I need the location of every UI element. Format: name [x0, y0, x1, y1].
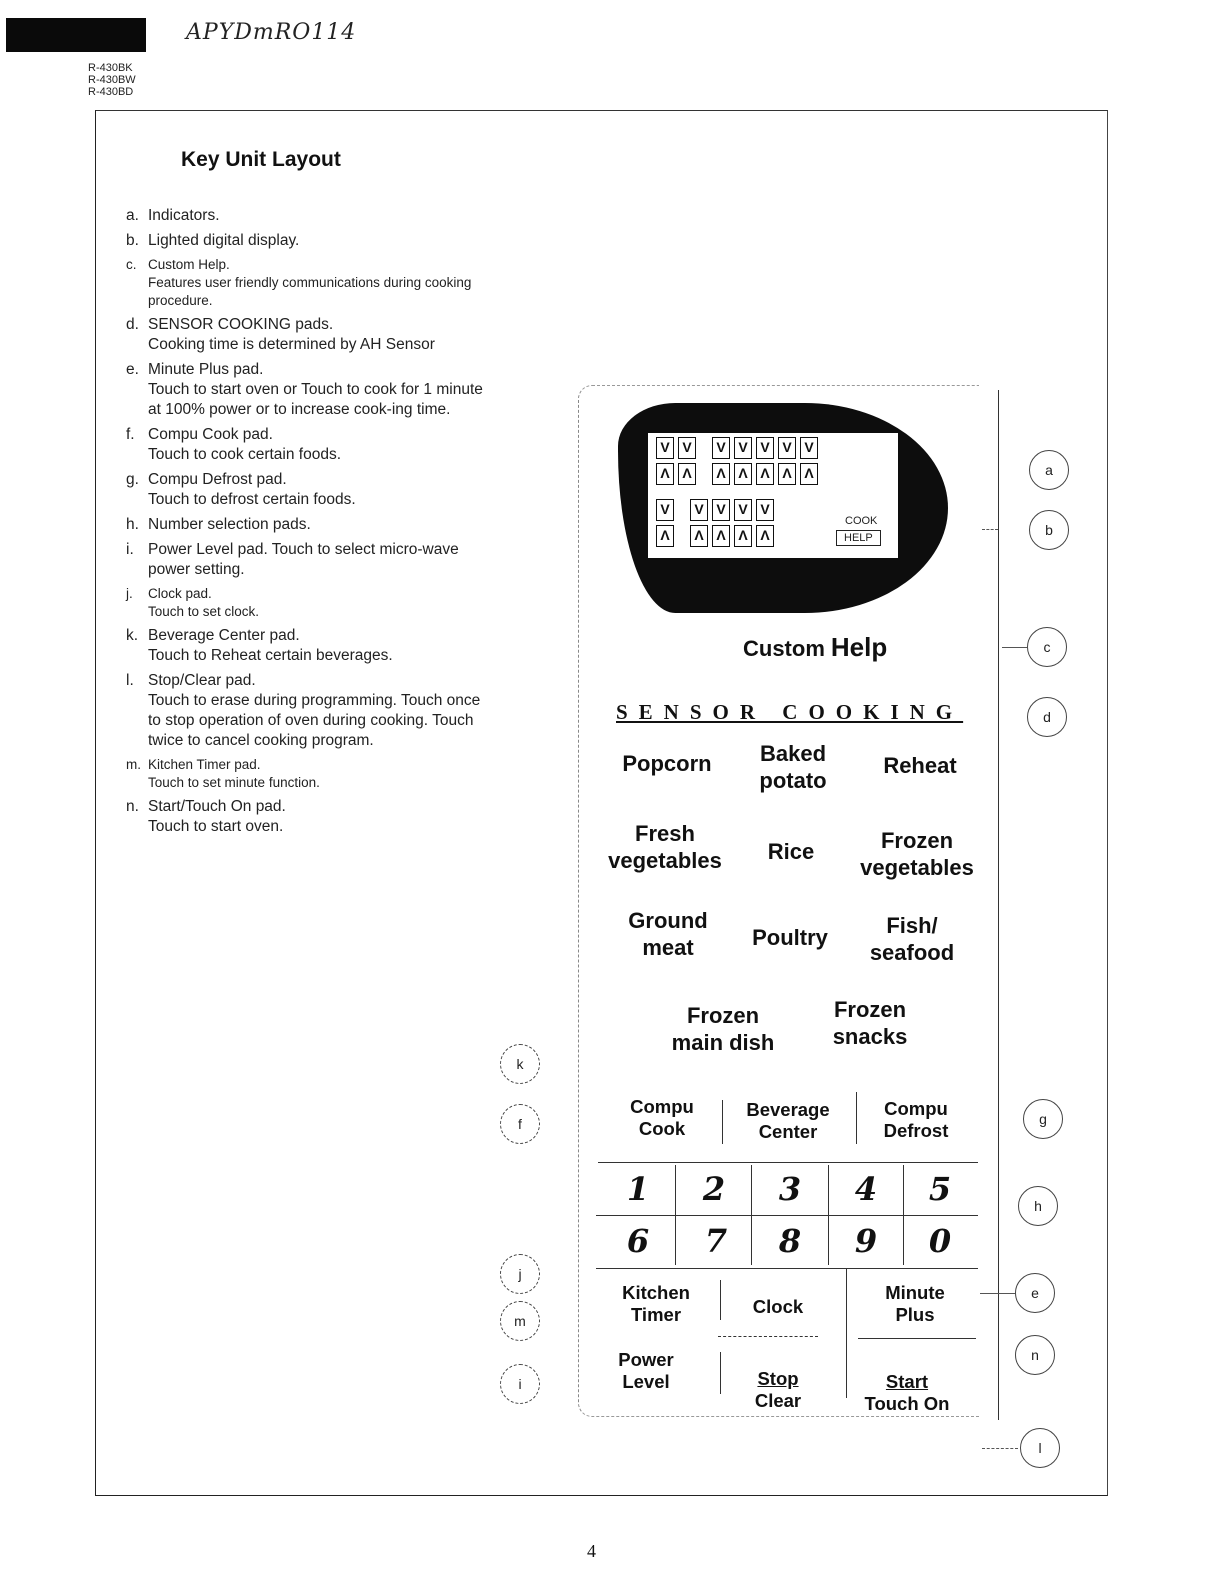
legend-letter: h. [126, 516, 139, 533]
legend-label: Start/Touch On pad. [148, 798, 286, 815]
legend-label: Stop/Clear pad. [148, 672, 256, 689]
legend-letter: b. [126, 232, 139, 249]
power-level-pad[interactable]: Power Level [618, 1349, 674, 1392]
leader-line [982, 1448, 1018, 1449]
legend-letter: n. [126, 798, 139, 815]
number-pad-9[interactable]: 9 [854, 1222, 878, 1260]
legend-desc: Touch to set clock. [148, 604, 260, 619]
number-pad-8[interactable]: 8 [778, 1222, 802, 1260]
callout-g: g [1023, 1099, 1063, 1139]
control-panel-right-edge [998, 390, 999, 1420]
legend-letter: d. [126, 316, 139, 333]
segment-digit: V [656, 437, 674, 459]
model-number: R-430BW [88, 74, 136, 86]
legend-label: Kitchen Timer pad. [148, 757, 261, 772]
minute-plus-pad[interactable]: Minute Plus [885, 1282, 945, 1325]
fish-seafood-pad[interactable]: Fish/ seafood [869, 913, 955, 965]
legend-label: Custom Help. [148, 257, 230, 272]
page-title: Key Unit Layout [181, 148, 341, 171]
callout-j: j [500, 1254, 540, 1294]
segment-digit: Λ [778, 463, 796, 485]
legend-label: Beverage Center pad. [148, 627, 300, 644]
header-black-bar [6, 18, 146, 52]
legend-item-i [126, 540, 496, 580]
compu-cook-pad[interactable]: Compu Cook [630, 1096, 694, 1139]
number-pad-6[interactable]: 6 [626, 1222, 650, 1260]
legend-desc: Touch to cook certain foods. [148, 446, 342, 463]
frozen-snacks-pad[interactable]: Frozen snacks [832, 997, 908, 1049]
number-pad-5[interactable]: 5 [928, 1170, 952, 1208]
divider [720, 1280, 721, 1320]
custom-label: Custom [743, 636, 825, 661]
divider [903, 1165, 904, 1265]
legend-item-e [126, 360, 496, 420]
callout-i: i [500, 1364, 540, 1404]
callout-e: e [1015, 1273, 1055, 1313]
segment-digit: V [656, 499, 674, 521]
legend-desc: Touch to Reheat certain beverages. [148, 647, 393, 664]
popcorn-pad[interactable]: Popcorn [622, 751, 712, 776]
legend-label: Lighted digital display. [148, 232, 300, 249]
callout-n: n [1015, 1335, 1055, 1375]
callout-d: d [1027, 697, 1067, 737]
beverage-center-pad[interactable]: Beverage Center [746, 1099, 830, 1142]
divider [858, 1338, 976, 1339]
number-pad-1[interactable]: 1 [626, 1170, 650, 1208]
clock-pad[interactable]: Clock [752, 1296, 804, 1317]
legend-label: Compu Cook pad. [148, 426, 273, 443]
page-number: 4 [587, 1541, 596, 1561]
keypad-divider [596, 1215, 978, 1216]
kitchen-timer-pad[interactable]: Kitchen Timer [622, 1282, 690, 1325]
callout-k: k [500, 1044, 540, 1084]
frozen-vegetables-pad[interactable]: Frozen vegetables [860, 828, 974, 880]
legend-item-d [126, 315, 496, 355]
poultry-pad[interactable]: Poultry [752, 925, 828, 950]
number-pad-4[interactable]: 4 [854, 1170, 878, 1208]
callout-a: a [1029, 450, 1069, 490]
legend-letter: l. [126, 672, 134, 689]
legend-item-h [126, 515, 496, 535]
divider [720, 1352, 721, 1394]
model-number: R-430BD [88, 86, 134, 98]
keypad-divider [596, 1268, 978, 1269]
ground-meat-pad[interactable]: Ground meat [628, 908, 708, 960]
start-label: Start [885, 1371, 929, 1392]
segment-digit: V [756, 499, 774, 521]
segment-digit: V [800, 437, 818, 459]
legend-item-b [126, 231, 496, 251]
legend-letter: k. [126, 627, 139, 644]
clear-label: Clear [754, 1390, 802, 1411]
legend-item-m [126, 756, 496, 792]
legend-label: Compu Defrost pad. [148, 471, 287, 488]
help-label: Help [830, 632, 888, 662]
legend-desc: Touch to set minute function. [148, 775, 320, 790]
legend-desc: Touch to defrost certain foods. [148, 491, 356, 508]
leader-line [1002, 647, 1027, 648]
rice-pad[interactable]: Rice [767, 839, 815, 864]
callout-c: c [1027, 627, 1067, 667]
segment-digit: Λ [656, 525, 674, 547]
callout-h: h [1018, 1186, 1058, 1226]
segment-digit: V [756, 437, 774, 459]
legend-desc: Touch to erase during programming. Touch once to stop operation of oven during cooking. Touch twice to cancel cooking program. [148, 692, 481, 749]
touch-on-label: Touch On [864, 1393, 950, 1414]
legend-letter: c. [126, 257, 137, 272]
legend-letter: a. [126, 207, 139, 224]
legend-desc: Touch to start oven or Touch to cook for 1 minute at 100% power or to increase cook-ing time. [148, 381, 483, 418]
divider [856, 1092, 857, 1144]
compu-defrost-pad[interactable]: Compu Defrost [883, 1098, 949, 1141]
legend-letter: g. [126, 471, 139, 488]
key-legend-list [126, 206, 496, 842]
segment-digit: Λ [734, 525, 752, 547]
legend-letter: i. [126, 541, 134, 558]
legend-letter: j. [126, 586, 133, 601]
frozen-main-dish-pad[interactable]: Frozen main dish [671, 1003, 775, 1055]
divider [751, 1165, 752, 1265]
divider [722, 1100, 723, 1144]
segment-digit: Λ [734, 463, 752, 485]
legend-letter: e. [126, 361, 139, 378]
legend-letter: m. [126, 757, 141, 772]
stop-label: Stop [757, 1368, 799, 1389]
legend-item-g [126, 470, 496, 510]
segment-digit: V [712, 499, 730, 521]
divider [718, 1336, 818, 1337]
segment-digit: Λ [800, 463, 818, 485]
segment-digit: Λ [678, 463, 696, 485]
legend-item-n [126, 797, 496, 837]
segment-digit: V [734, 437, 752, 459]
stop-clear-pad[interactable] [728, 1346, 828, 1434]
start-touch-on-pad[interactable] [852, 1349, 962, 1437]
divider [828, 1165, 829, 1265]
legend-item-k [126, 626, 496, 666]
callout-m: m [500, 1301, 540, 1341]
segment-digit: V [712, 437, 730, 459]
legend-label: Indicators. [148, 207, 220, 224]
legend-desc: Cooking time is determined by AH Sensor [148, 336, 435, 353]
segment-digit: V [734, 499, 752, 521]
legend-label: Minute Plus pad. [148, 361, 264, 378]
segment-digit: V [678, 437, 696, 459]
number-pad-7[interactable]: 7 [704, 1222, 728, 1260]
callout-l: l [1020, 1428, 1060, 1468]
leader-line [980, 1293, 1015, 1294]
handwritten-code: APYDmRO114 [186, 20, 357, 45]
legend-letter: f. [126, 426, 135, 443]
baked-potato-pad[interactable]: Baked potato [759, 741, 827, 793]
segment-digit: Λ [656, 463, 674, 485]
sensor-cooking-title: SENSOR COOKING [616, 700, 964, 724]
legend-label: SENSOR COOKING pads. [148, 316, 334, 333]
number-pad-3[interactable]: 3 [778, 1170, 802, 1208]
legend-desc: Features user friendly communications during cooking procedure. [148, 275, 472, 308]
divider [846, 1268, 847, 1398]
segment-digit: V [690, 499, 708, 521]
help-indicator: HELP [836, 530, 881, 546]
legend-item-j [126, 585, 496, 621]
callout-b: b [1029, 510, 1069, 550]
custom-help-pad[interactable] [743, 632, 887, 663]
model-number: R-430BK [88, 62, 133, 74]
legend-desc: Touch to start oven. [148, 818, 284, 835]
number-pad-2[interactable]: 2 [702, 1170, 726, 1208]
legend-label: Number selection pads. [148, 516, 311, 533]
reheat-pad[interactable]: Reheat [883, 753, 957, 778]
fresh-vegetables-pad[interactable]: Fresh vegetables [608, 821, 722, 873]
legend-item-a [126, 206, 496, 226]
legend-item-f [126, 425, 496, 465]
segment-digit: Λ [712, 463, 730, 485]
segment-digit: Λ [712, 525, 730, 547]
legend-label: Power Level pad. Touch to select micro-wave power setting. [148, 541, 459, 578]
legend-item-c [126, 256, 496, 310]
segment-digit: Λ [756, 525, 774, 547]
segment-digit: Λ [756, 463, 774, 485]
legend-label: Clock pad. [148, 586, 212, 601]
segment-digit: Λ [690, 525, 708, 547]
legend-item-l [126, 671, 496, 751]
model-list [88, 62, 136, 98]
divider [675, 1165, 676, 1265]
callout-f: f [500, 1104, 540, 1144]
segment-digit: V [778, 437, 796, 459]
cook-indicator: COOK [845, 515, 878, 527]
number-pad-0[interactable]: 0 [928, 1222, 952, 1260]
keypad-top-border [598, 1162, 978, 1163]
leader-line [982, 529, 998, 530]
